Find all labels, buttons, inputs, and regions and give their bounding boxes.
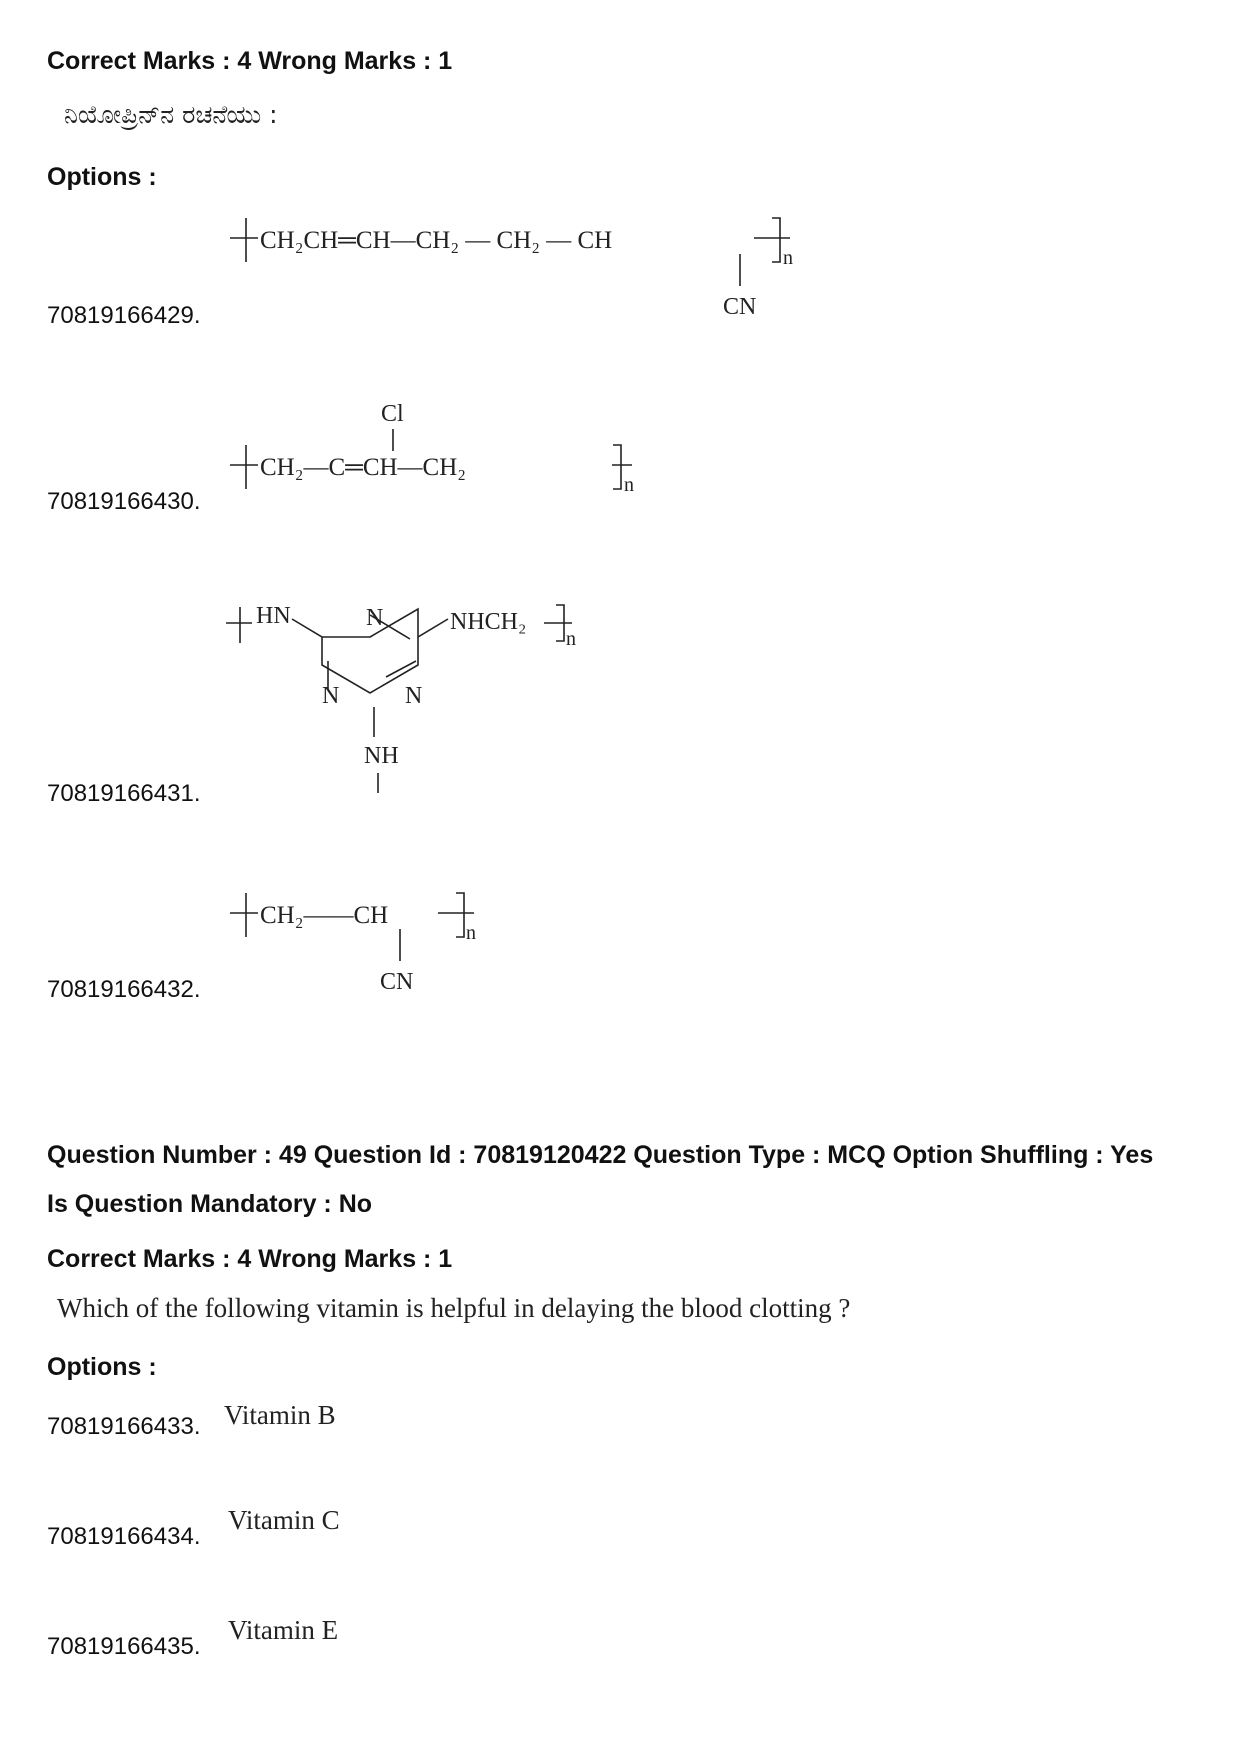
option-id[interactable]: 70819166435. — [47, 1633, 201, 1660]
formula-substituent: CN — [723, 294, 757, 320]
formula-subscript: n — [466, 922, 476, 944]
formula-right: NHCH₂ — [450, 609, 527, 635]
formula-main: CH₂——CH — [260, 902, 389, 929]
formula-bottom: NH — [364, 743, 399, 769]
option-id[interactable]: 70819166431. — [47, 780, 201, 807]
ring-n-top: N — [366, 605, 384, 631]
marks-line: Correct Marks : 4 Wrong Marks : 1 — [47, 47, 453, 75]
formula-substituent: Cl — [381, 401, 404, 427]
formula-main: CH₂CH═CH—CH₂ — CH₂ — CH — [260, 227, 613, 254]
formula-substituent: CN — [380, 969, 414, 995]
ring-n-right: N — [405, 683, 423, 709]
formula-image — [220, 200, 840, 325]
question-text: Which of the following vitamin is helpful in delaying the blood clotting ? — [57, 1293, 851, 1323]
options-label: Options : — [47, 163, 157, 191]
option-id[interactable]: 70819166433. — [47, 1413, 201, 1440]
formula-image — [220, 875, 500, 1000]
question-text: ನಿಯೋಪ್ರಿನ್‌ನ ರಚನೆಯು : — [64, 100, 278, 129]
formula-main: CH₂—C═CH—CH₂ — [260, 454, 467, 481]
formula-subscript: n — [566, 628, 576, 650]
formula-subscript: n — [783, 247, 793, 269]
option-text[interactable]: Vitamin C — [228, 1505, 340, 1535]
formula-image — [220, 395, 640, 505]
option-id[interactable]: 70819166432. — [47, 976, 201, 1003]
question-mandatory: Is Question Mandatory : No — [47, 1190, 373, 1218]
options-label: Options : — [47, 1353, 157, 1381]
option-text[interactable]: Vitamin B — [224, 1400, 336, 1430]
option-id[interactable]: 70819166434. — [47, 1523, 201, 1550]
formula-left: HN — [256, 603, 291, 629]
formula-subscript: n — [624, 474, 634, 496]
option-text[interactable]: Vitamin E — [228, 1615, 339, 1645]
option-id[interactable]: 70819166429. — [47, 302, 201, 329]
ring-n-left: N — [322, 683, 340, 709]
formula-image — [220, 595, 620, 800]
marks-line: Correct Marks : 4 Wrong Marks : 1 — [47, 1245, 453, 1273]
option-id[interactable]: 70819166430. — [47, 488, 201, 515]
question-meta: Question Number : 49 Question Id : 70819120422 Question Type : MCQ Option Shuffling : Yes — [47, 1141, 1154, 1169]
